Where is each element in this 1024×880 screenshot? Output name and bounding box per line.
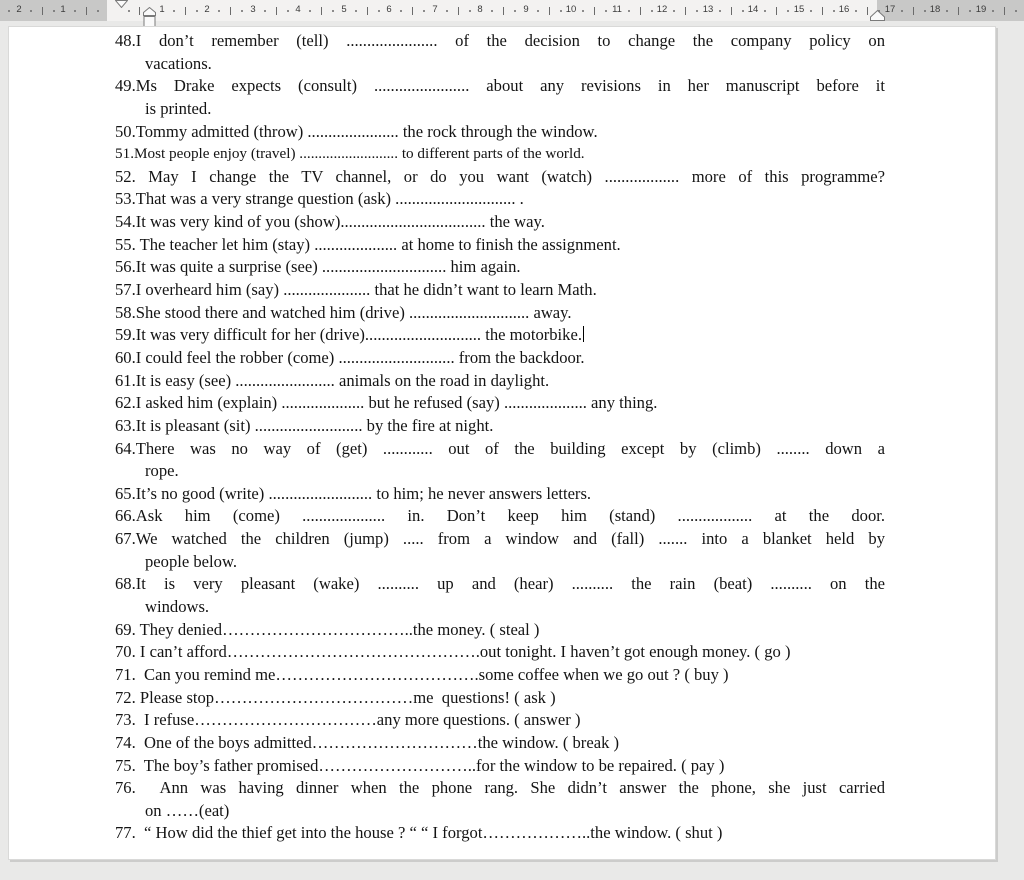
exercise-line[interactable] — [115, 505, 885, 528]
item-number: 57. — [115, 280, 136, 300]
item-text: It is very pleasant (wake) .......... up and (hear) .......... the rain (beat) .......... on the — [135, 574, 885, 594]
ruler-tick — [594, 7, 595, 15]
ruler-tick — [855, 10, 857, 12]
ruler-tick — [367, 7, 368, 15]
item-text: Ask him (come) .................... in. Don’t keep him (stand) .................. at the door. — [135, 506, 885, 526]
ruler-tick: 17 — [884, 4, 896, 15]
item-text: There was no way of (get) ............ out of the building except by (climb) ........ down a — [135, 438, 885, 458]
ruler-tick: 15 — [793, 4, 805, 15]
ruler-tick: 4 — [295, 4, 301, 15]
item-text: Please stop………………………………me questions! ( ask ) — [135, 687, 556, 707]
hanging-indent-marker[interactable] — [143, 7, 156, 27]
ruler-tick — [651, 10, 653, 12]
ruler-tick: 1 — [60, 4, 66, 15]
ruler-tick — [128, 10, 130, 12]
item-text: It’s no good (write) ......................... to him; he never answers letters. — [135, 483, 592, 503]
ruler-tick: 6 — [386, 4, 392, 15]
ruler-tick — [582, 10, 584, 12]
exercise-line[interactable] — [115, 755, 885, 778]
exercise-line[interactable] — [115, 438, 885, 461]
ruler-tick — [412, 7, 413, 15]
ruler-tick — [97, 10, 99, 12]
ruler-tick — [969, 10, 971, 12]
first-line-indent-marker[interactable] — [115, 0, 128, 8]
item-number: 63. — [115, 415, 136, 435]
item-text: The boy’s father promised………………………..for the window to be repaired. ( pay ) — [135, 755, 725, 775]
ruler-tick — [30, 10, 32, 12]
item-text: Ann was having dinner when the phone rang. She didn’t answer the phone, she just carried — [135, 778, 885, 798]
ruler-tick — [822, 7, 823, 15]
ruler-tick — [731, 7, 732, 15]
ruler-tick: 12 — [656, 4, 668, 15]
ruler-tick: 2 — [204, 4, 210, 15]
ruler-tick — [673, 10, 675, 12]
item-text: She stood there and watched him (drive) ............................. away. — [135, 302, 572, 322]
item-text: I asked him (explain) .................... but he refused (say) .................... any thing. — [135, 393, 658, 413]
exercise-line[interactable] — [115, 822, 885, 845]
ruler-tick — [719, 10, 721, 12]
exercise-line[interactable] — [115, 75, 885, 98]
item-text: May I change the TV channel, or do you want (watch) .................. more of this programme? — [135, 166, 885, 186]
item-number: 49. — [115, 76, 136, 96]
item-number: 54. — [115, 212, 136, 232]
exercise-line[interactable] — [115, 800, 885, 823]
exercise-line[interactable] — [115, 347, 885, 370]
item-text: rope. — [145, 461, 179, 481]
item-number: 69. — [115, 619, 136, 639]
ruler-tick: 7 — [432, 4, 438, 15]
exercise-line[interactable] — [115, 143, 885, 166]
ruler-tick — [605, 10, 607, 12]
ruler-tick — [913, 7, 914, 15]
item-text: It was quite a surprise (see) .............................. him again. — [135, 257, 521, 277]
item-number: 56. — [115, 257, 136, 277]
item-number: 74. — [115, 732, 136, 752]
exercise-line[interactable] — [115, 777, 885, 800]
item-text: I don’t remember (tell) ...................... of the decision to change the company policy on — [135, 31, 885, 50]
ruler-tick — [218, 10, 220, 12]
item-text: The teacher let him (stay) .................... at home to finish the assignment. — [135, 234, 621, 254]
item-number: 77. — [115, 823, 136, 843]
document-page[interactable] — [8, 26, 996, 860]
exercise-line[interactable] — [115, 528, 885, 551]
item-text: We watched the children (jump) ..... from a window and (fall) ....... into a blanket held by — [135, 529, 885, 549]
item-text: windows. — [145, 597, 210, 617]
exercise-line[interactable] — [115, 302, 885, 325]
exercise-line[interactable] — [115, 166, 885, 189]
exercise-line[interactable] — [115, 370, 885, 393]
document-content — [115, 30, 885, 845]
item-text: I could feel the robber (come) ............................ from the backdoor. — [135, 347, 585, 367]
ruler-tick — [696, 10, 698, 12]
item-number: 65. — [115, 483, 136, 503]
ruler-tick — [355, 10, 357, 12]
item-text: I can’t afford……………………………………….out tonight. I haven’t got enough money. ( go ) — [135, 642, 791, 662]
item-number: 70. — [115, 642, 136, 662]
ruler-tick — [53, 10, 55, 12]
exercise-line[interactable] — [115, 641, 885, 664]
ruler-tick — [867, 7, 868, 15]
item-text: “ How did the thief get into the house ? “ “ I forgot………………..the window. ( shut ) — [135, 823, 723, 843]
ruler-tick — [446, 10, 448, 12]
ruler-tick — [958, 7, 959, 15]
item-text: That was a very strange question (ask) ............................. . — [135, 189, 524, 209]
exercise-line[interactable] — [115, 53, 885, 76]
item-text: vacations. — [145, 53, 212, 73]
exercise-line[interactable] — [115, 188, 885, 211]
ruler-tick — [491, 10, 493, 12]
exercise-line[interactable] — [115, 324, 885, 347]
ruler-tick — [321, 7, 322, 15]
item-number: 60. — [115, 347, 136, 367]
item-number: 51. — [115, 145, 134, 163]
exercise-line[interactable] — [115, 483, 885, 506]
item-number: 48. — [115, 31, 136, 50]
ruler-tick — [74, 10, 76, 12]
ruler-tick: 10 — [565, 4, 577, 15]
ruler-tick — [1004, 7, 1005, 15]
item-text: Tommy admitted (throw) ...................... the rock through the window. — [135, 121, 598, 141]
ruler-tick — [309, 10, 311, 12]
item-number: 59. — [115, 325, 136, 345]
item-number: 52. — [115, 166, 136, 186]
ruler-tick — [810, 10, 812, 12]
ruler-tick — [332, 10, 334, 12]
ruler-tick: 19 — [975, 4, 987, 15]
ruler-tick: 16 — [838, 4, 850, 15]
exercise-line[interactable] — [115, 460, 885, 483]
ruler-tick — [787, 10, 789, 12]
ruler-tick — [458, 7, 459, 15]
ruler-tick: 1 — [159, 4, 165, 15]
ruler-tick — [640, 7, 641, 15]
item-text: It is easy (see) ........................ animals on the road in daylight. — [135, 370, 550, 390]
ruler-tick: 14 — [747, 4, 759, 15]
ruler-tick: 3 — [250, 4, 256, 15]
item-text: Can you remind me……………………………….some coffee when we go out ? ( buy ) — [135, 664, 729, 684]
exercise-line[interactable] — [115, 211, 885, 234]
ruler-tick — [230, 7, 231, 15]
ruler-tick — [469, 10, 471, 12]
exercise-line[interactable] — [115, 279, 885, 302]
ruler-tick — [42, 7, 43, 15]
item-number: 71. — [115, 664, 136, 684]
item-number: 64. — [115, 438, 136, 458]
ruler-tick — [264, 10, 266, 12]
item-number: 53. — [115, 189, 136, 209]
exercise-line[interactable] — [115, 234, 885, 257]
ruler-tick — [549, 7, 550, 15]
item-number: 50. — [115, 121, 136, 141]
ruler-tick: 8 — [477, 4, 483, 15]
item-text: One of the boys admitted…………………………the window. ( break ) — [135, 732, 620, 752]
item-number: 68. — [115, 574, 136, 594]
ruler-tick: 13 — [702, 4, 714, 15]
item-text: on ……(eat) — [145, 800, 230, 820]
ruler-tick: 9 — [523, 4, 529, 15]
exercise-line[interactable] — [115, 256, 885, 279]
ruler-tick — [241, 10, 243, 12]
exercise-line[interactable] — [115, 121, 885, 144]
text-cursor — [583, 326, 585, 342]
right-indent-marker[interactable] — [870, 10, 885, 21]
ruler-tick — [196, 10, 198, 12]
item-text: I overheard him (say) ..................... that he didn’t want to learn Math. — [135, 280, 597, 300]
item-number: 58. — [115, 302, 136, 322]
ruler-tick — [378, 10, 380, 12]
ruler-tick — [924, 10, 926, 12]
exercise-line[interactable] — [115, 687, 885, 710]
ruler-tick — [276, 7, 277, 15]
item-number: 61. — [115, 370, 136, 390]
item-text: Ms Drake expects (consult) ....................... about any revisions in her manuscript before it — [135, 76, 885, 96]
item-number: 66. — [115, 506, 136, 526]
ruler-tick — [628, 10, 630, 12]
ruler-tick — [833, 10, 835, 12]
exercise-line[interactable] — [115, 551, 885, 574]
ruler-tick — [992, 10, 994, 12]
ruler-tick: 5 — [341, 4, 347, 15]
exercise-line[interactable] — [115, 30, 885, 53]
item-text: Most people enjoy (travel) .......................... to different parts of the world. — [133, 145, 585, 163]
exercise-line[interactable] — [115, 732, 885, 755]
ruler-tick: 11 — [612, 4, 622, 15]
exercise-line[interactable] — [115, 619, 885, 642]
item-text: people below. — [145, 551, 238, 571]
ruler-right-margin — [877, 0, 1024, 21]
ruler-tick — [173, 10, 175, 12]
item-text: It is pleasant (sit) .......................... by the fire at night. — [135, 415, 494, 435]
ruler-tick: 2 — [16, 4, 22, 15]
ruler-tick — [400, 10, 402, 12]
item-number: 73. — [115, 710, 136, 730]
horizontal-ruler — [0, 0, 1024, 21]
ruler-tick — [185, 7, 186, 15]
item-text: It was very kind of you (show)................................... the way. — [135, 212, 545, 232]
ruler-tick — [901, 10, 903, 12]
ruler-tick — [560, 10, 562, 12]
ruler-tick — [287, 10, 289, 12]
exercise-line[interactable] — [115, 596, 885, 619]
exercise-line[interactable] — [115, 664, 885, 687]
ruler-tick — [685, 7, 686, 15]
ruler-tick — [946, 10, 948, 12]
exercise-line[interactable] — [115, 709, 885, 732]
ruler-tick — [1015, 10, 1017, 12]
ruler-tick — [742, 10, 744, 12]
item-text: I refuse……………………………any more questions. ( answer ) — [135, 710, 581, 730]
item-number: 62. — [115, 393, 136, 413]
ruler-tick — [8, 10, 10, 12]
ruler-tick: 18 — [929, 4, 941, 15]
item-text: is printed. — [145, 98, 212, 118]
item-number: 67. — [115, 529, 136, 549]
ruler-tick — [423, 10, 425, 12]
item-number: 72. — [115, 687, 136, 707]
item-number: 76. — [115, 778, 136, 798]
ruler-tick — [86, 7, 87, 15]
ruler-tick — [764, 10, 766, 12]
item-number: 75. — [115, 755, 136, 775]
item-text: It was very difficult for her (drive)............................ the motorbike. — [135, 325, 582, 345]
exercise-line[interactable] — [115, 573, 885, 596]
exercise-line[interactable] — [115, 392, 885, 415]
ruler-tick — [139, 7, 140, 15]
ruler-tick — [537, 10, 539, 12]
exercise-line[interactable] — [115, 415, 885, 438]
exercise-line[interactable] — [115, 98, 885, 121]
ruler-tick — [503, 7, 504, 15]
item-number: 55. — [115, 234, 136, 254]
ruler-tick — [776, 7, 777, 15]
ruler-tick — [514, 10, 516, 12]
item-text: They denied……………………………..the money. ( steal ) — [135, 619, 540, 639]
